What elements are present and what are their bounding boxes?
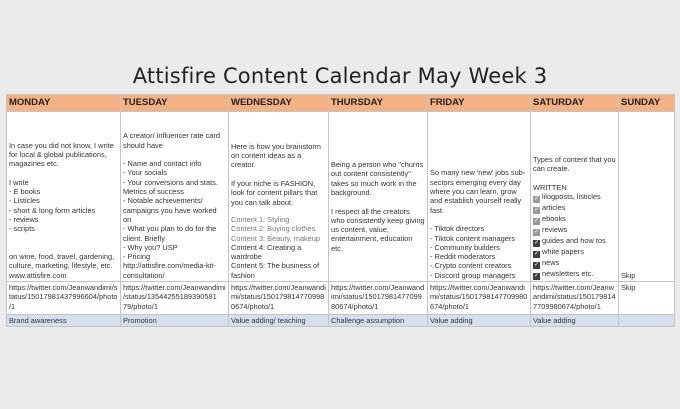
content-text-saturday: Types of content that you can create. WRITTEN: [533, 154, 616, 192]
goal-cell-friday[interactable]: Value adding: [428, 315, 531, 327]
content-cell-monday[interactable]: [7, 112, 121, 282]
day-header-tuesday[interactable]: TUESDAY: [121, 95, 229, 112]
content-type-item: [533, 214, 616, 225]
tweet-link[interactable]: https://twitter.com/Jeanwandimi/status/1501798147709980674/photo/1: [533, 283, 616, 311]
content-type-item: [533, 258, 616, 269]
content-pillar-item: Content 2: Buying clothes: [231, 224, 316, 234]
content-pillar-item: Content 4: Creating a wardrobe: [231, 242, 302, 262]
content-text-friday: So many new 'new' jobs sub-sectors emerging every day where you can learn, grow and establish yourself really fast. - Tiktok directors - Tiktok content managers - Community builders - Reddit moderators - Crypto content creators - Discord group managers: [430, 168, 526, 280]
goal-cell-monday[interactable]: Brand awareness: [7, 315, 121, 327]
goal-cell-sunday[interactable]: [619, 315, 675, 327]
link-cell-sunday[interactable]: [619, 282, 675, 315]
checkbox-checked-icon[interactable]: ✓: [533, 196, 540, 202]
content-pillar-item: Content 3: Beauty, makeup: [231, 233, 321, 243]
day-header-wednesday[interactable]: WEDNESDAY: [229, 95, 329, 112]
content-cell-tuesday[interactable]: [121, 112, 229, 282]
content-type-label: reviews: [542, 225, 568, 234]
day-header-friday[interactable]: FRIDAY: [428, 95, 531, 112]
content-type-item: [533, 247, 616, 258]
tweet-link[interactable]: https://twitter.com/Jeanwandimi/status/1501798147709980674/photo/1: [331, 283, 425, 311]
tweet-link[interactable]: https://twitter.com/Jeanwandimi/status/15017981437996604/photo/1: [9, 283, 118, 311]
link-cell-tuesday[interactable]: [121, 282, 229, 315]
content-type-label: guides and how tos: [542, 236, 606, 245]
checkbox-checked-icon[interactable]: ✓: [533, 262, 540, 268]
link-cell-monday[interactable]: [7, 282, 121, 315]
content-type-label: newsletters etc.: [542, 269, 594, 278]
content-pillar-item: Content 5: The business of fashion: [231, 261, 320, 280]
goal-cell-thursday[interactable]: Challenge assumption: [329, 315, 428, 327]
tweet-link[interactable]: https://twitter.com/Jeanwandimi/status/1501798147709980674/photo/1: [231, 283, 326, 311]
link-cell-saturday[interactable]: [531, 282, 619, 315]
goal-row: [7, 315, 675, 327]
content-row: [7, 112, 675, 282]
checkbox-checked-icon[interactable]: ✓: [533, 251, 540, 257]
checkbox-checked-icon[interactable]: ✓: [533, 273, 540, 279]
content-type-label: articles: [542, 203, 566, 212]
content-type-item: [533, 225, 616, 236]
day-header-thursday[interactable]: THURSDAY: [329, 95, 428, 112]
content-cell-thursday[interactable]: [329, 112, 428, 282]
content-type-label: ebooks: [542, 214, 566, 223]
tweet-link[interactable]: https://twitter.com/Jeanwandimi/status/13544255189390581 79/photo/1: [123, 283, 226, 311]
content-text-monday: In case you did not know, I write for local & global publications, magazines etc. I write - E books - Listicles - short & long form articles - reviews - scripts on wine, food, travel, gardening, culture, marketing, lifestyle, etc. www.attisfire.com: [9, 140, 115, 280]
checkbox-checked-icon[interactable]: ✓: [533, 207, 540, 213]
content-cell-saturday[interactable]: [531, 112, 619, 282]
content-type-label: lilogposts, listicles: [542, 192, 601, 201]
checkbox-checked-icon[interactable]: ✓: [533, 240, 540, 246]
content-type-label: white papers: [542, 247, 584, 256]
content-text-sunday: Skip: [621, 270, 636, 280]
content-type-item: [533, 269, 616, 280]
day-header-row: [7, 95, 675, 112]
content-text-tuesday: A creator/ influencer rate card should have - Name and contact info - Your socials - Your conversions and stats. Metrics of success - Notable achievements/ campaigns you have worked on - What you plan to do for the client. Briefly - Why you? USP - Pricing http://attisfire.com/media-kit-consultation/: [123, 131, 220, 280]
day-header-sunday[interactable]: SUNDAY: [619, 95, 675, 112]
goal-cell-wednesday[interactable]: Value adding/ teaching: [229, 315, 329, 327]
link-text-sunday: Skip: [621, 283, 636, 292]
content-cell-friday[interactable]: [428, 112, 531, 282]
calendar-table: [6, 94, 675, 327]
checkbox-checked-icon[interactable]: ✓: [533, 218, 540, 224]
content-text-wednesday: Here is how you brainstorm on content ideas as a creator. If your niche is FASHION, look for content pillars that you can talk about.: [231, 141, 321, 207]
content-cell-sunday[interactable]: [619, 112, 675, 282]
content-cell-wednesday[interactable]: [229, 112, 329, 282]
content-type-item: [533, 192, 616, 203]
link-cell-wednesday[interactable]: [229, 282, 329, 315]
content-pillar-item: Content 1: Styling: [231, 214, 290, 224]
link-cell-thursday[interactable]: [329, 282, 428, 315]
day-header-saturday[interactable]: SATURDAY: [531, 95, 619, 112]
page-title: Attisfire Content Calendar May Week 3: [132, 64, 548, 88]
content-type-item: [533, 236, 616, 247]
goal-cell-tuesday[interactable]: Promotion: [121, 315, 229, 327]
checkbox-checked-icon[interactable]: ✓: [533, 229, 540, 235]
tweet-link[interactable]: https://twitter.com/Jeanwandimi/status/1501798147709980674/photo/1: [430, 283, 528, 311]
content-text-thursday: Being a person who "churns out content consistently" takes so much work in the background. I respect all the creators who consistently keep giving us content, value, entertainment, education etc.: [331, 160, 425, 253]
content-type-label: news: [542, 258, 560, 267]
link-cell-friday[interactable]: [428, 282, 531, 315]
day-header-monday[interactable]: MONDAY: [7, 95, 121, 112]
content-type-item: [533, 203, 616, 214]
link-row: [7, 282, 675, 315]
goal-cell-saturday[interactable]: Value adding: [531, 315, 619, 327]
